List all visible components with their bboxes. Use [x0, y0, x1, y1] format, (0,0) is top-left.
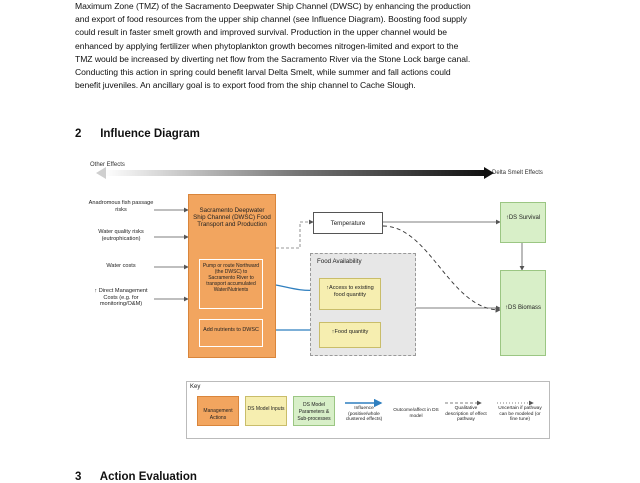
- outcome-biomass-label: ↑DS Biomass: [504, 305, 541, 311]
- key-label: Management Actions: [203, 408, 233, 421]
- key-label: Influence (positive/whole clustered effects): [345, 406, 383, 423]
- risk-water-costs: Water costs: [88, 263, 154, 270]
- temperature-label: Temperature: [330, 220, 366, 227]
- action-sub-pump-text: Pump or route Northward (the DWSC) to Sacramento River to transport accumulated Water/Nutrients: [202, 263, 260, 293]
- section-heading-action-evaluation: [75, 471, 197, 483]
- temperature-box: [313, 212, 383, 234]
- axis-right-label: Delta Smelt Effects: [492, 170, 543, 176]
- management-action-box: [188, 194, 276, 358]
- action-title: Sacramento Deepwater Ship Channel (DWSC) Food Transport and Production: [193, 207, 271, 228]
- risk-management-costs: ↑ Direct Management Costs (e.g. for monitoring/O&M): [88, 288, 154, 308]
- food-availability-title: Food Availability: [317, 258, 362, 265]
- key-label: Qualitative description of effect pathway: [445, 406, 487, 423]
- action-sub-nutrients-text: Add nutrients to DWSC: [203, 327, 259, 333]
- dashed-link-temperature: [276, 222, 313, 248]
- key-label: Uncertain if pathway can be modeled (or fine tune): [498, 406, 542, 423]
- effects-axis: [96, 167, 494, 179]
- section-title: Influence Diagram: [100, 128, 200, 140]
- outcome-survival-box: [500, 202, 546, 243]
- outcome-survival-label: ↑DS Survival: [505, 215, 541, 221]
- key-label: Outcome/affect in DS model: [393, 408, 439, 419]
- paragraph-line: Maximum Zone (TMZ) of the Sacramento Deepwater Ship Channel (DWSC) by enhancing the production: [75, 1, 471, 11]
- paragraph-line: could result in faster smelt growth and improved survival. Production in the upper channel would be: [75, 27, 447, 38]
- risk-water-quality: Water quality risks (eutrophication): [88, 229, 154, 242]
- food-access-label: ↑Access to existing food quantity: [326, 285, 374, 298]
- key-title: Key: [190, 384, 201, 390]
- axis-left-label: Other Effects: [90, 162, 125, 168]
- food-access-box: [319, 278, 381, 310]
- section-number: 2: [75, 128, 82, 140]
- paragraph-line: enhanced by applying fertilizer when phytoplankton growth becomes nitrogen-limited and export to the: [75, 40, 459, 51]
- risk-anadromous-fish: Anadromous fish passage risks: [88, 200, 154, 213]
- section-title: Action Evaluation: [99, 471, 197, 483]
- action-sub-nutrients: [199, 319, 263, 347]
- paragraph-line: benefit juveniles. An ancillary goal is to export food from the ship channel to Cache Slough.: [75, 80, 416, 91]
- key-label: DS Model Parameters & Sub-processes: [297, 402, 331, 422]
- food-quantity-box: [319, 322, 381, 348]
- outcome-biomass-box: [500, 270, 546, 356]
- paragraph-line: and export of food resources from the upper ship channel (see Influence Diagram). Boosting food supply: [75, 14, 467, 25]
- paragraph-line: Conducting this action in spring could benefit larval Delta Smelt, while summer and fall actions could: [75, 67, 451, 78]
- food-quantity-label: ↑Food quantity: [331, 329, 369, 335]
- paragraph-line: TMZ would be increased by diverting net flow from the Sacramento River via the Stone Lock barge canal.: [75, 53, 471, 64]
- key-label: DS Model Inputs: [247, 406, 285, 412]
- food-availability-panel: [310, 253, 416, 356]
- risk-connectors: [154, 210, 188, 299]
- section-number: 3: [75, 471, 82, 483]
- action-sub-pump: [199, 259, 263, 309]
- diagram-key: [186, 381, 550, 439]
